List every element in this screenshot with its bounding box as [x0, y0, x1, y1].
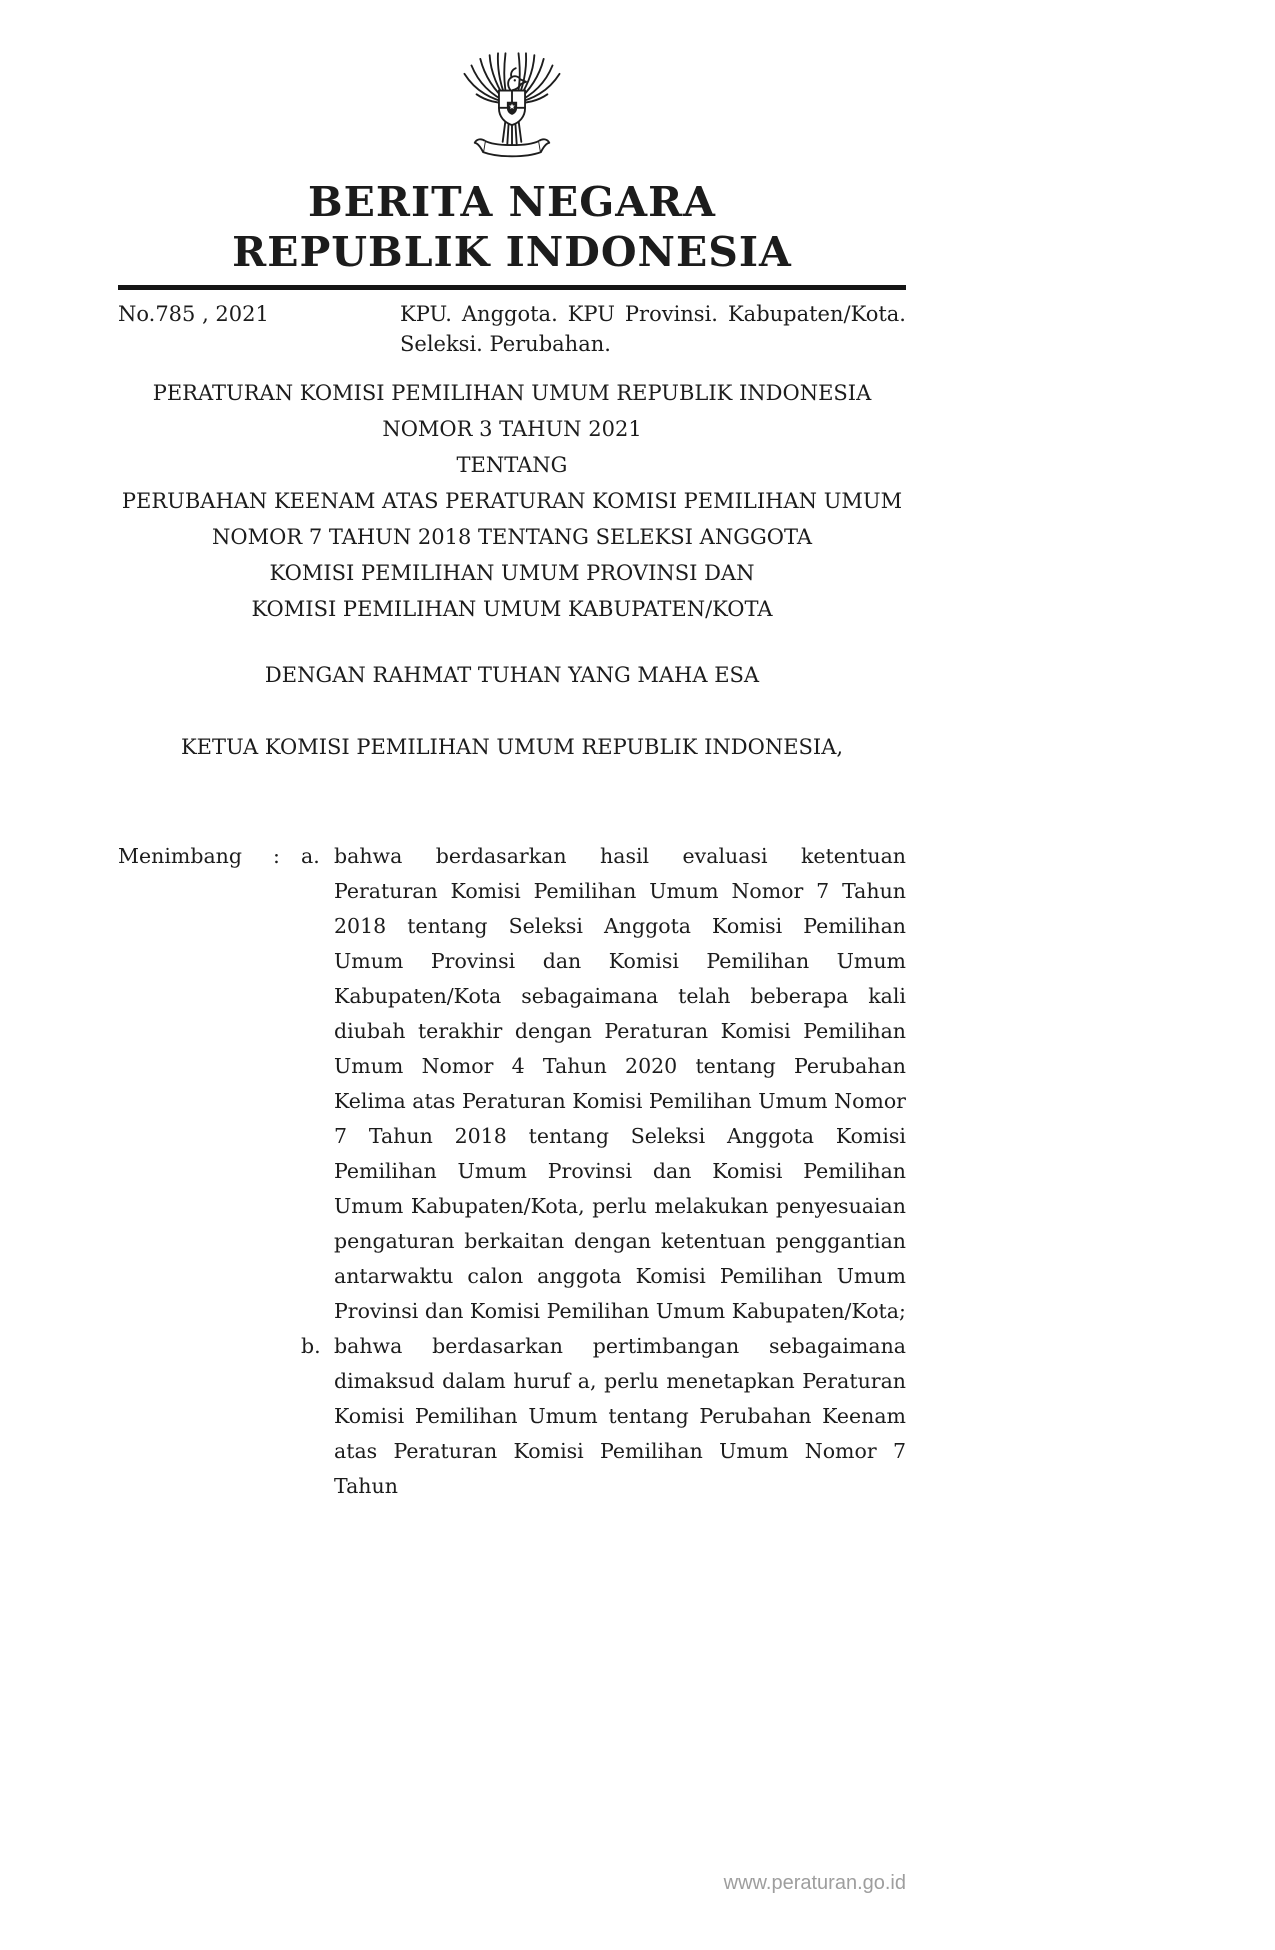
considerations-colon: :: [273, 844, 280, 868]
title-line-7: KOMISI PEMILIHAN UMUM KABUPATEN/KOTA: [251, 597, 773, 621]
title-line-3: TENTANG: [456, 453, 568, 477]
regulation-title: [118, 375, 906, 627]
considerations-label: Menimbang: [118, 844, 242, 868]
consideration-text-b: bahwa berdasarkan pertimbangan sebagaimana dimaksud dalam huruf a, perlu menetapkan Peraturan Komisi Pemilihan Umum tentang Perubahan Keenam atas Peraturan Komisi Pemilihan Umum Nomor 7 Tahun: [334, 1334, 906, 1498]
footer-url: www.peraturan.go.id: [723, 1872, 906, 1894]
title-line-5: NOMOR 7 TAHUN 2018 TENTANG SELEKSI ANGGOTA: [212, 525, 812, 549]
title-line-6: KOMISI PEMILIHAN UMUM PROVINSI DAN: [269, 561, 755, 585]
consideration-text-a: bahwa berdasarkan hasil evaluasi ketentuan Peraturan Komisi Pemilihan Umum Nomor 7 Tahun 2018 tentang Seleksi Anggota Komisi Pemilihan Umum Provinsi dan Komisi Pemilihan Umum Kabupaten/Kota sebagaimana telah beberapa kali diubah terakhir dengan Peraturan Komisi Pemilihan Umum Nomor 4 Tahun 2020 tentang Perubahan Kelima atas Peraturan Komisi Pemilihan Umum Nomor 7 Tahun 2018 tentang Seleksi Anggota Komisi Pemilihan Umum Provinsi dan Komisi Pemilihan Umum Kabupaten/Kota, perlu melakukan penyesuaian pengaturan berkaitan dengan ketentuan penggantian antarwaktu calon anggota Komisi Pemilihan Umum Provinsi dan Komisi Pemilihan Umum Kabupaten/Kota;: [334, 844, 906, 1323]
invocation-line: DENGAN RAHMAT TUHAN YANG MAHA ESA: [264, 663, 760, 687]
masthead-title-line2: REPUBLIK INDONESIA: [232, 228, 792, 276]
gazette-meta: [118, 299, 906, 359]
consideration-letter-a: a.: [301, 844, 320, 868]
masthead-divider: [118, 285, 906, 290]
consideration-item-b: [118, 1329, 906, 1504]
emblem-container: [118, 0, 906, 171]
garuda-pancasila-emblem: [456, 44, 568, 167]
masthead: [118, 177, 906, 277]
gazette-subject: KPU. Anggota. KPU Provinsi. Kabupaten/Kota. Seleksi. Perubahan.: [400, 302, 906, 356]
title-line-1: PERATURAN KOMISI PEMILIHAN UMUM REPUBLIK INDONESIA: [152, 381, 872, 405]
consideration-letter-b: b.: [301, 1334, 321, 1358]
document-page: [118, 0, 906, 1504]
official-line: KETUA KOMISI PEMILIHAN UMUM REPUBLIK INDONESIA,: [180, 735, 844, 759]
considerations-section: [118, 839, 906, 1504]
gazette-number: No.785 , 2021: [118, 302, 269, 326]
masthead-title-line1: BERITA NEGARA: [308, 178, 716, 226]
title-line-2: NOMOR 3 TAHUN 2021: [382, 417, 642, 441]
consideration-item-a: [118, 839, 906, 1329]
title-line-4: PERUBAHAN KEENAM ATAS PERATURAN KOMISI PEMILIHAN UMUM: [121, 489, 903, 513]
